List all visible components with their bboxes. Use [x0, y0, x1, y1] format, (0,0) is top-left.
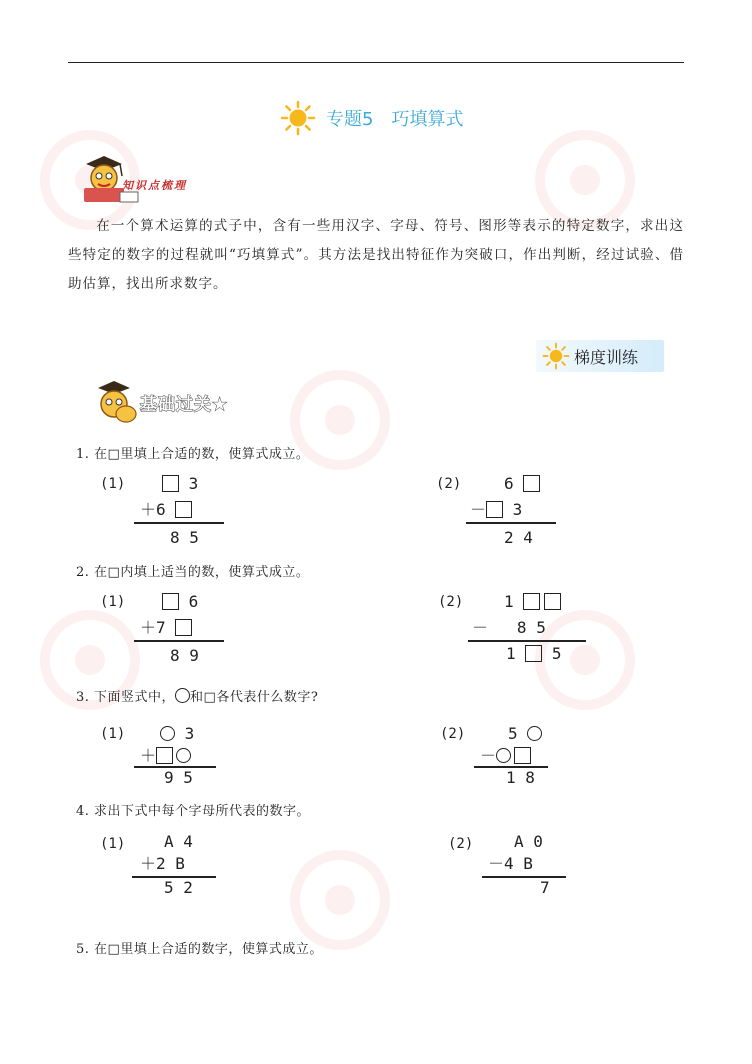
part-label: (1): [100, 476, 126, 492]
answer-box[interactable]: [544, 593, 561, 610]
knowledge-paragraph: [68, 212, 684, 299]
question-4: 4. 求出下式中每个字母所代表的数字。: [76, 804, 311, 819]
answer-box[interactable]: [175, 619, 192, 636]
basic-level-label: 基础过关★: [140, 395, 229, 415]
equals-rule: [134, 522, 224, 524]
circle-symbol-icon: [175, 688, 190, 703]
part-label: (2): [436, 476, 462, 492]
part-label: (1): [100, 594, 126, 610]
part-label: (1): [100, 836, 126, 852]
answer-box[interactable]: [523, 475, 540, 492]
part-label: (2): [448, 836, 474, 852]
answer-box[interactable]: [523, 593, 540, 610]
circle-symbol-icon: [160, 726, 175, 741]
answer-box[interactable]: [486, 501, 503, 518]
part-label: (2): [440, 726, 466, 742]
circle-symbol-icon: [527, 726, 542, 741]
answer-box[interactable]: [514, 747, 531, 764]
equals-rule: [468, 640, 586, 642]
answer-box[interactable]: [156, 747, 173, 764]
part-label: (2): [438, 594, 464, 610]
watermark-logo-icon: [270, 350, 410, 490]
sun-icon: [542, 342, 570, 370]
equals-rule: [482, 876, 566, 878]
page-title: [280, 100, 463, 136]
training-tag-label: 梯度训练: [574, 347, 639, 367]
question-5: 5. 在□里填上合适的数字，使算式成立。: [76, 942, 323, 957]
header-rule: [68, 62, 684, 63]
answer-box[interactable]: [175, 501, 192, 518]
answer-box[interactable]: [162, 593, 179, 610]
question-3: 3. 下面竖式中， 和□各代表什么数字?: [76, 690, 319, 705]
answer-box[interactable]: [525, 645, 542, 662]
question-1: 1. 在□里填上合适的数，使算式成立。: [76, 447, 310, 462]
circle-symbol-icon: [496, 748, 511, 763]
equals-rule: [466, 522, 556, 524]
training-tag: [536, 340, 664, 372]
sun-icon: [280, 100, 316, 136]
answer-box[interactable]: [162, 475, 179, 492]
question-2: 2. 在□内填上适当的数，使算式成立。: [76, 565, 310, 580]
watermark-logo-icon: [20, 590, 160, 730]
part-label: (1): [100, 726, 126, 742]
knowledge-paragraph-text: 在一个算术运算的式子中，含有一些用汉字、字母、符号、图形等表示的特定数字，求出这些特定的数字的过程就叫“巧填算式”。其方法是找出特征作为突破口，作出判断，经过试验、借助估算，找出所求数字。: [68, 218, 684, 292]
equals-rule: [134, 640, 224, 642]
page-title-text: 专题5 巧填算式: [326, 109, 464, 130]
circle-symbol-icon: [176, 748, 191, 763]
knowledge-badge: 知识点梳理: [122, 179, 187, 192]
